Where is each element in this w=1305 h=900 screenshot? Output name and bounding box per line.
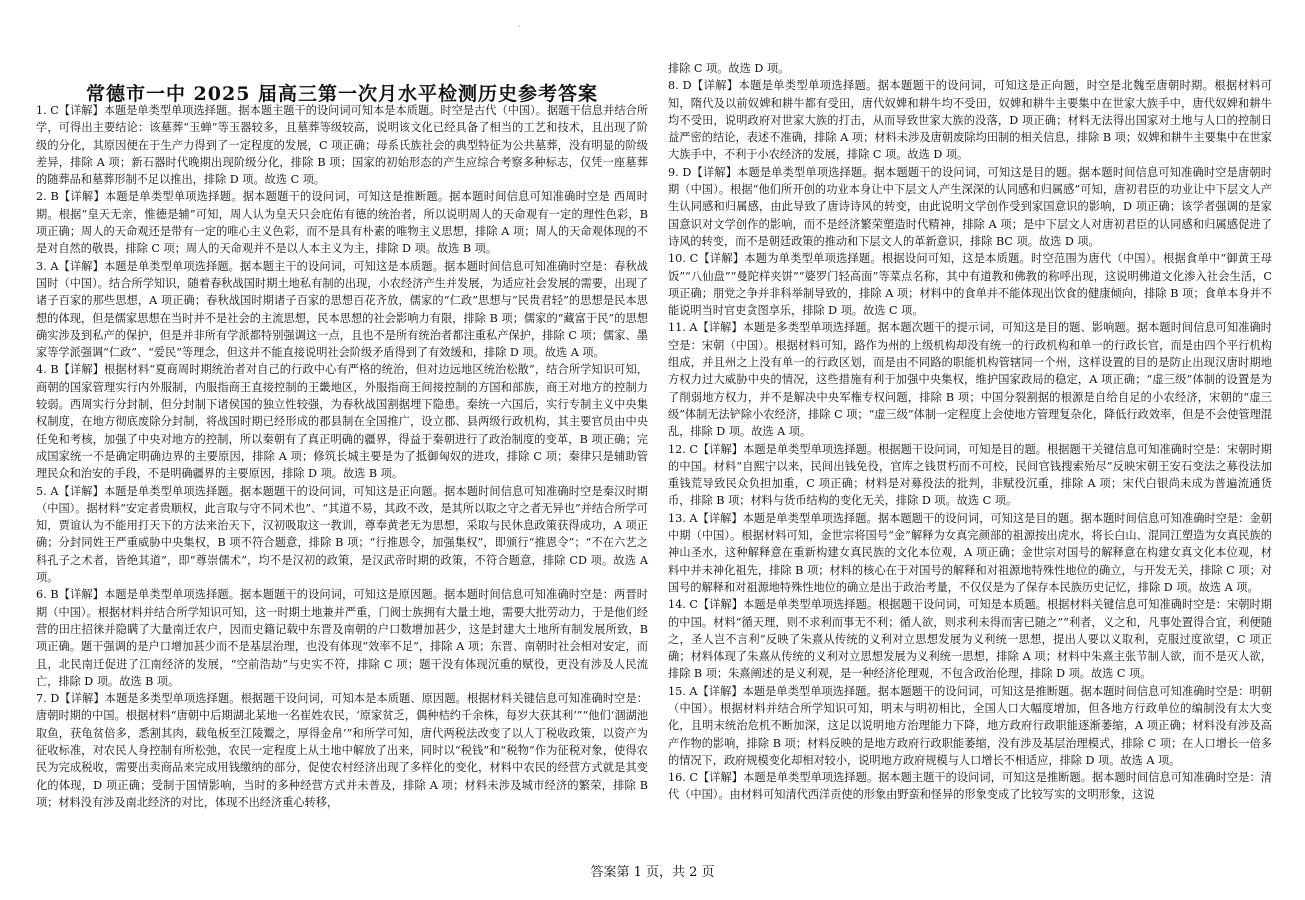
page-footer: 答案第 1 页，共 2 页 — [590, 865, 715, 880]
page-title: 常德市一中 2025 届高三第一次月水平检测历史参考答案 — [85, 82, 599, 105]
answer-item-1: 1. C【详解】本题是单类型单项选择题。据本题主题干的设问词可知本是本质题。时空是古代（中国）。据题干信息并结合所学，可得出主要结论：该墓葬“玉蝉”等玉器较多，且墓葬等级较高，说明该文化已经具备了相当的工艺和技术，且出现了阶级的分化，其原因便在于生产力得到了一定程度的发展，C 项正确；母系氏族社会的典型特征为公共墓葬，没有明显的阶级差异，排除 A 项；新石器时代晚期出现阶级分化，排除 B 项；国家的初始形态的产生应综合考察多种标志，仅凭一座墓葬的随葬品和墓葬形制不足以推出，排除 D 项。故选 C 项。 — [36, 104, 648, 187]
answer-item-10: 10. C【详解】本题为单类型单项选择题。根据设问可知，这是本质题。时空范围为唐代（中国）。根据食单中“御黄王母饭”“八仙盘”“曼陀样夹饼”“婆罗门轻高面”等菜点名称，其中有道教和佛教的称呼出现，这说明佛道文化渗入社会生活，C 项正确；朋党之争并非科举制导致的，排除 A 项；材料中的食单并不能体现出饮食的健康倾向，排除 B 项；食单本身并不能说明当时官吏贪图享乐，排除 D 项。故选 C 项。 — [668, 252, 1272, 318]
answer-item-7-continued: 排除 C 项。故选 D 项。 — [668, 62, 790, 75]
answer-item-2: 2. B【详解】本题是单类型单项选择题。据本题题干的设问词，可知这是推断题。据本题时间信息可知准确时空是 西周时期。根据“皇天无亲，惟德是辅”可知，周人认为皇天只会庇佑有德的统治者，所以说明周人的天命观有一定的理性色彩，B 项正确；周人的天命观还是带有一定的唯心主义色彩，而不是具有朴素的唯物主义思想，排除 A 项；周人的天命观体现的不是对自然的敬畏，排除 C 项；周人的天命观并不是以人本主义为主，排除 D 项。故选 B 项。 — [36, 190, 648, 256]
answer-item-5: 5. A【详解】本题是单类型单项选择题。据本题题干的设问词，可知这是正向题。据本题时间信息可知准确时空是秦汉时期（中国）。据材料“安定者贵顺权，此言取与守不同术也”、“其道不易，其政不改，是其所以取之守之者无异也”并结合所学可知，贾谊认为不能用打天下的方法来治天下，汉初吸取这一教训，尊奉黄老无为思想，采取与民休息政策获得成功，A 项正确；分封同姓王严重威胁中央集权，B 项不符合题意，排除 B 项；“行推恩令，加强集权”，即颁行“推恩令”；“不在六艺之科孔子之术者，皆绝其道”，即“尊崇儒术”，均不是汉初的政策，是汉武帝时期的政策，不符合题意，排除 CD 项。故选 A 项。 — [36, 484, 648, 585]
answer-item-16: 16. C【详解】本题是单类型单项选择题。据本题主题干的设问词，可知这是推断题。据本题时间信息可知准确时空是：清代（中国）。由材料可知清代西洋贡使的形象由野蛮和怪异的形象变成了比较写实的文明形象，这说 — [668, 771, 1272, 802]
answer-item-11: 11. A【详解】本题是多类型单项选择题。据本题次题干的提示词，可知这是目的题、影响题。据本题时间信息可知准确时空是：宋朝（中国）。根据材料可知，路作为州的上级机构却没有统一的行政机构和单一的行政长官，而是由四个平行机构组成，并且州之上没有单一的行政区划，而是由不同路的职能机构管辖同一个州，这样设置的目的是防止出现汉唐时期地方权力过大威胁中央的情况，这些措施有利于加强中央集权，维护国家政局的稳定，A 项正确；“虚三级”体制的设置是为了削弱地方权力，并不是解决中央军権专权问题，排除 B 项；中国分裂割据的根源是自给自足的小农经济，宋朝的“虚三级”体制无法铲除小农经济，排除 C 项；“虚三级”体制一定程度上会使地方管理复杂化，降低行政效率，但是不会使管理混乱，排除 D 项。故选 A 项。 — [668, 321, 1272, 439]
answer-item-4: 4. B【详解】根据材料“夏商周时期统治者对自己的行政中心有严格的统治，但对边远地区统治松散”，结合所学知识可知，商朝的国家管理实行内外服制，内服指商王直接控制的王畿地区，外服指商王间接控制的方国和部族，商王对地方的控制力较弱。西周实行分封制，但分封制下诸侯国的独立性较强，为春秋战国割据埋下隐患。秦统一六国后，实行专制主义中央集权制度，在地方彻底废除分封制，将战国时期已经形成的郡县制在全国推广，设立郡、县两级行政机构，其主要官员由中央任免和考核，加强了中央对地方的控制，所以秦朝有了真正明确的疆界，得益于秦朝进行了政治制度的变革，B 项正确；完成国家统一不是确定明确边界的主要原因，排除 A 项；修筑长城主要是为了抵御匈奴的进攻，排除 C 项；秦律只是辅助管理民众和治安的手段，不是明确疆界的主要原因，排除 D 项。故选 B 项。 — [36, 363, 648, 481]
answer-item-6: 6. B【详解】本题是单类型单项选择题。据本题题干的设问词，可知这是原因题。据本题时间信息可知准确时空是：两晋时期（中国）。根据材料并结合所学知识可知，这一时期土地兼并严重，门阀士族拥有大量土地，需要大批劳动力，于是他们经营的田庄招徕并隐瞒了大量南迁农户，因而史籍记载中东晋及南朝的户口数增加甚少，这是封建大土地所有制发展所致，B 项正确。题干强调的是户口增加甚少而不是基层治理，也没有体现“效率不足”，排除 A 项；东晋、南朝时社会相对安定，而且，北民南迁促进了江南经济的发展，“空前浩劫”与史实不符，排除 C 项；题干没有体现沉重的赋役，更没有涉及人民流亡，排除 D 项。故选 B 项。 — [36, 588, 648, 688]
answer-item-8: 8. D【详解】本题是单类型单项选择题。据本题题干的设问词，可知这是正向题，时空是北魏至唐朝时期。根据材料可知，隋代及以前奴婢和耕牛都有受田，唐代奴婢和耕牛均不受田，奴婢和耕牛主要集中在世家大族手中，唐代奴婢和耕牛均不受田，说明政府对世家大族的打击，从而导致世家大族的没落，D 项正确；材料无法得出国家对土地与人口的控制日益严密的结论，表述不准确，排除 A 项；材料未涉及唐朝废除均田制的相关信息，排除 B 项；奴婢和耕牛主要集中在世家大族手中，不利于小农经济的发展，排除 C 项。故选 D 项。 — [668, 79, 1272, 162]
answer-item-12: 12. C【详解】本题是单类型单项选择题。根据题干设问词，可知是目的题。根据题干关键信息可知准确时空是：宋朝时期的中国。材料“自熙宁以来，民间出钱免役，官库之钱贯朽而不可校，民间官钱搜索殆尽”反映宋朝王安石变法之募役法加重钱荒导致民众负担加重，C 项正确；材料是对募役法的批判，非赋役沉重，排除 A 项；宋代白银尚未成为普遍流通货币，排除 B 项；材料与货币结构的变化无关，排除 D 项。故选 C 项。 — [668, 442, 1272, 508]
answer-item-14: 14. C【详解】本题是单类型单项选择题。根据题干设问词，可知是本质题。根据材料关键信息可知准确时空是：宋朝时期的中国。材料“循天理，则不求利而事无不利；循人欲，则求利未得而害已随之”“利者，义之和，凡事处置得合宜，利便随之，圣人岂不言利”反映了朱熹从传统的义利对立思想发展为义利统一思想，提出人要以义取利，克服过度欲望，C 项正确；材料体现了朱熹从传统的义利对立思想发展为义利统一思想，排除 A 项；材料中朱熹主张节制人欲，而不是灭人欲，排除 B 项；朱熹阐述的是义利观，是一种经济伦理观，不包含政治伦理，排除 D 项。故选 C 项。 — [668, 598, 1272, 681]
left-column — [36, 102, 648, 811]
right-column — [668, 60, 1272, 804]
answer-item-3: 3. A【详解】本题是单类型单项选择题。据本题主干的设问词，可知这是本质题。据本题时间信息可知准确时空是：春秋战国时（中国）。结合所学知识，随着春秋战国时期土地私有制的出现，小农经济产生并发展，为适应社会发展的需要，出现了诸子百家的那些思想，A 项正确；春秋战国时期诸子百家的思想百花齐放，儒家的“仁政”思想与“民贵君轻”的思想是民本思想的体现，但是儒家思想在当时并不是社会的主流思想，民本思想的社会影响力有限，排除 B 项；儒家的“藏富于民”的思想确实涉及到私产的保护，但是并非所有学派都特别强调这一点，且也不是所有统治者都注重私产保护，排除 C 项；儒家、墨家等学派强调“仁政”、“爱民”等理念，但这并不能直接说明社会阶级矛盾得到了有效缓和，排除 D 项。故选 A 项。 — [36, 259, 648, 360]
answer-item-15: 15. A【详解】本题是单类型单项选择题。据本题题干的设问词，可知这是推断题。据本题时间信息可知准确时空是：明朝（中国）。根据材料并结合所学知识可知，明末与明初相比，全国人口大幅度增加，但各地方行政单位的编制没有太大变化，且明末统治危机不断加深，这足以说明地方治理能力下降，地方政府行政职能逐渐萎缩，A 项正确；材料没有涉及高产作物的影响，排除 B 项；材料反映的是地方政府行政职能萎缩，没有涉及基层治理模式，排除 C 项；在人口增长一倍多的情况下，政府规模变化却相对较小，说明地方政府规模与人口增长不相适应，排除 D 项。故选 A 项。 — [668, 684, 1272, 767]
answer-item-13: 13. A【详解】本题是单类型单项选择题。据本题题干的设问词，可知这是目的题。据本题时间信息可知准确时空是：金朝中期（中国）。根据材料可知，金世宗将国号“金”解释为女真完颜部的祖源按出虎水，将长白山、混同江塑造为女真民族的神山圣水，这种解释意在重新构建女真民族的文化本位观，A 项正确；金世宗对国号的解释意在构建女真文化本位观，材料中并未神化祖先，排除 B 项；材料的核心在于对国号的解释和对祖源地特殊性地位的确立，与开发无关，排除 C 项；对国号的解释和对祖源地特殊性地位的确立是出于政治考量，不仅仅是为了保存本民族历史记忆，排除 D 项。故选 A 项。 — [668, 511, 1272, 594]
page-mark: · — [518, 22, 521, 31]
answer-item-7: 7. D【详解】本题是多类型单项选择题。根据题干设问词，可知本是本质题、原因题。根据材料关键信息可知准确时空是：唐朝时期的中国。根据材料“唐朝中后期湖北某地一名崔姓农民，‘原家贫乏，偶种桔约千余株，每岁大获其利’”“他们‘涸湖池取鱼，获龟贫倍多，悉割其肉，载龟板至江陵鬻之，厚得金帛’”和所学可知，唐代两税法改变了以人丁税收政策，以资产为征收标准，对农民人身控制有所松弛，农民一定程度上从土地中解放了出来，同时以“税钱”和“税物”作为征税对象，使得农民为完成税收，需要出卖商品来完成用钱缴纳的部分，促使农村经济出现了多样化的变化，材料中农民的经营方式就是其变化的体现，D 项正确；受制于国情影响，当时的多种经营方式并未普及，排除 A 项；材料未涉及城市经济的繁荣，排除 B 项；材料没有涉及南北经济的对比，体现不出经济重心转移， — [36, 692, 648, 809]
answer-item-9: 9. D【详解】本题是单类型单项选择题。据本题题干的设问词，可知这是目的题。据本题时间信息可知准确时空是唐朝时期（中国）。根据“他们所开创的功业本身让中下层文人产生深深的认同感和归属感”可知，唐初君臣的功业让中下层文人产生认同感和归属感，由此导致了唐诗诗风的转变，由此说明文学创作受到家国意识的影响，D 项正确；该学者强调的是家国意识对文学创作的影响，而不是经济繁荣塑造时代精神，排除 A 项；是中下层文人对唐初君臣的认同感和归属感促进了诗风的转变，而不是朝廷政策的推动和下层文人的革新意识，排除 BC 项。故选 D 项。 — [668, 165, 1272, 248]
